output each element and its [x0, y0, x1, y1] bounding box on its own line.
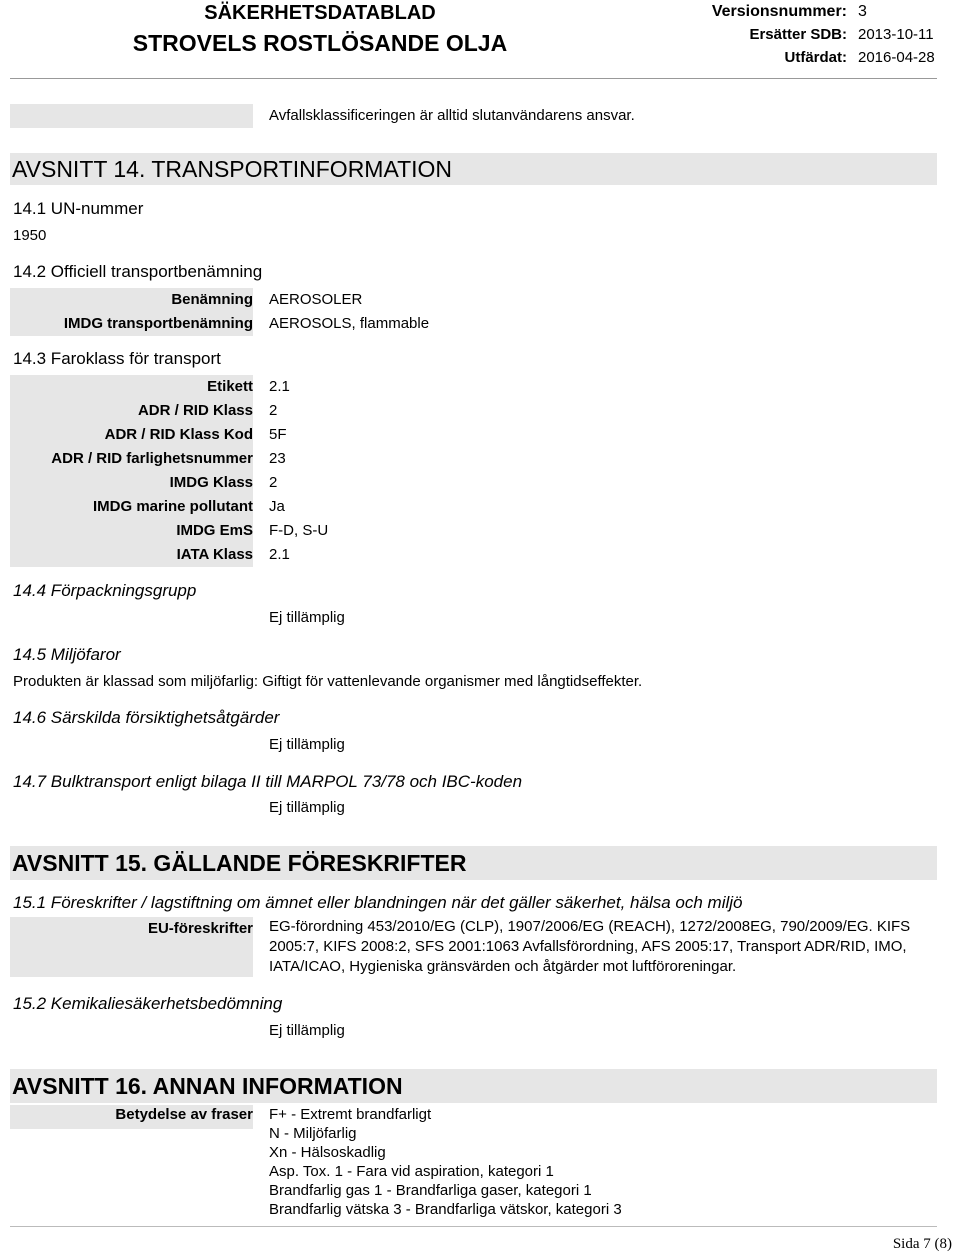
class-label: ADR / RID Klass [10, 399, 253, 423]
hazard-class-heading: 14.3 Faroklass för transport [13, 349, 221, 368]
waste-note: Avfallsklassificeringen är alltid slutanvändarens ansvar. [269, 107, 635, 124]
environment-heading: 14.5 Miljöfaror [13, 645, 121, 664]
eu-regulations-line: 2005:7, KIFS 2008:2, SFS 2001:1063 Avfallsförordning, AFS 2005:17, Transport ADR/RID, IMO, [269, 938, 907, 955]
header-divider [10, 78, 937, 79]
phrase-line: Brandfarlig gas 1 - Brandfarliga gaser, kategori 1 [269, 1182, 592, 1199]
class-value: 23 [269, 450, 286, 467]
imdg-name-value: AEROSOLS, flammable [269, 315, 430, 332]
class-value: 5F [269, 426, 287, 443]
environment-text: Produkten är klassad som miljöfarlig: Giftigt för vattenlevande organismer med långtidseffekter. [13, 673, 643, 690]
phrase-line: N - Miljöfarlig [269, 1125, 357, 1142]
page-number: Sida 7 (8) [892, 1236, 952, 1252]
bulk-transport-heading: 14.7 Bulktransport enligt bilaga II till MARPOL 73/78 och IBC-koden [13, 772, 523, 791]
replaces-value: 2013-10-11 [858, 26, 934, 43]
phrase-line: F+ - Extremt brandfarligt [269, 1106, 432, 1123]
eu-regulations-label: EU-föreskrifter [10, 917, 253, 977]
class-value: 2.1 [269, 378, 290, 395]
replaces-label: Ersätter SDB: [749, 26, 847, 43]
chemical-safety-heading: 15.2 Kemikaliesäkerhetsbedömning [13, 994, 283, 1013]
version-label: Versionsnummer: [711, 3, 847, 20]
precautions-value: Ej tillämplig [269, 736, 345, 753]
section-15-heading: AVSNITT 15. GÄLLANDE FÖRESKRIFTER [10, 846, 937, 880]
phrase-line: Brandfarlig vätska 3 - Brandfarliga vätskor, kategori 3 [269, 1201, 622, 1218]
class-label: IMDG Klass [10, 471, 253, 495]
packing-group-value: Ej tillämplig [269, 609, 345, 626]
class-value: Ja [269, 498, 285, 515]
phrase-line: Asp. Tox. 1 - Fara vid aspiration, kategori 1 [269, 1163, 554, 1180]
issued-value: 2016-04-28 [858, 49, 935, 66]
version-value: 3 [858, 3, 867, 20]
top-note-label-cell [10, 104, 253, 128]
class-value: 2.1 [269, 546, 290, 563]
class-value: 2 [269, 402, 278, 419]
regulations-heading: 15.1 Föreskrifter / lagstiftning om ämnet eller blandningen när det gäller säkerhet, hälsa och miljö [13, 893, 743, 912]
section-16-heading: AVSNITT 16. ANNAN INFORMATION [10, 1069, 937, 1103]
phrase-line: Xn - Hälsoskadlig [269, 1144, 386, 1161]
precautions-heading: 14.6 Särskilda försiktighetsåtgärder [13, 708, 280, 727]
name-label: Benämning [10, 288, 253, 312]
document-type-title: SÄKERHETSDATABLAD [204, 2, 436, 24]
class-label: ADR / RID farlighetsnummer [10, 447, 253, 471]
transport-name-heading: 14.2 Officiell transportbenämning [13, 262, 263, 281]
footer-divider [10, 1226, 937, 1227]
class-label: Etikett [10, 375, 253, 399]
class-label: ADR / RID Klass Kod [10, 423, 253, 447]
class-value: F-D, S-U [269, 522, 329, 539]
un-number-heading: 14.1 UN-nummer [13, 199, 144, 218]
name-value: AEROSOLER [269, 291, 363, 308]
packing-group-heading: 14.4 Förpackningsgrupp [13, 581, 197, 600]
issued-label: Utfärdat: [784, 49, 847, 66]
phrases-label: Betydelse av fraser [10, 1105, 253, 1129]
un-number-value: 1950 [13, 227, 47, 244]
class-label: IMDG marine pollutant [10, 495, 253, 519]
bulk-transport-value: Ej tillämplig [269, 799, 345, 816]
class-label: IMDG EmS [10, 519, 253, 543]
class-label: IATA Klass [10, 543, 253, 567]
section-14-heading: AVSNITT 14. TRANSPORTINFORMATION [10, 153, 937, 185]
class-value: 2 [269, 474, 278, 491]
chemical-safety-value: Ej tillämplig [269, 1022, 345, 1039]
product-name-title: STROVELS ROSTLÖSANDE OLJA [132, 30, 508, 56]
eu-regulations-line: IATA/ICAO, Hygieniska gränsvärden och åtgärder mot luftföroreningar. [269, 958, 737, 975]
eu-regulations-line: EG-förordning 453/2010/EG (CLP), 1907/2006/EG (REACH), 1272/2008EG, 790/2009/EG. KIFS [269, 918, 911, 935]
imdg-name-label: IMDG transportbenämning [10, 312, 253, 336]
